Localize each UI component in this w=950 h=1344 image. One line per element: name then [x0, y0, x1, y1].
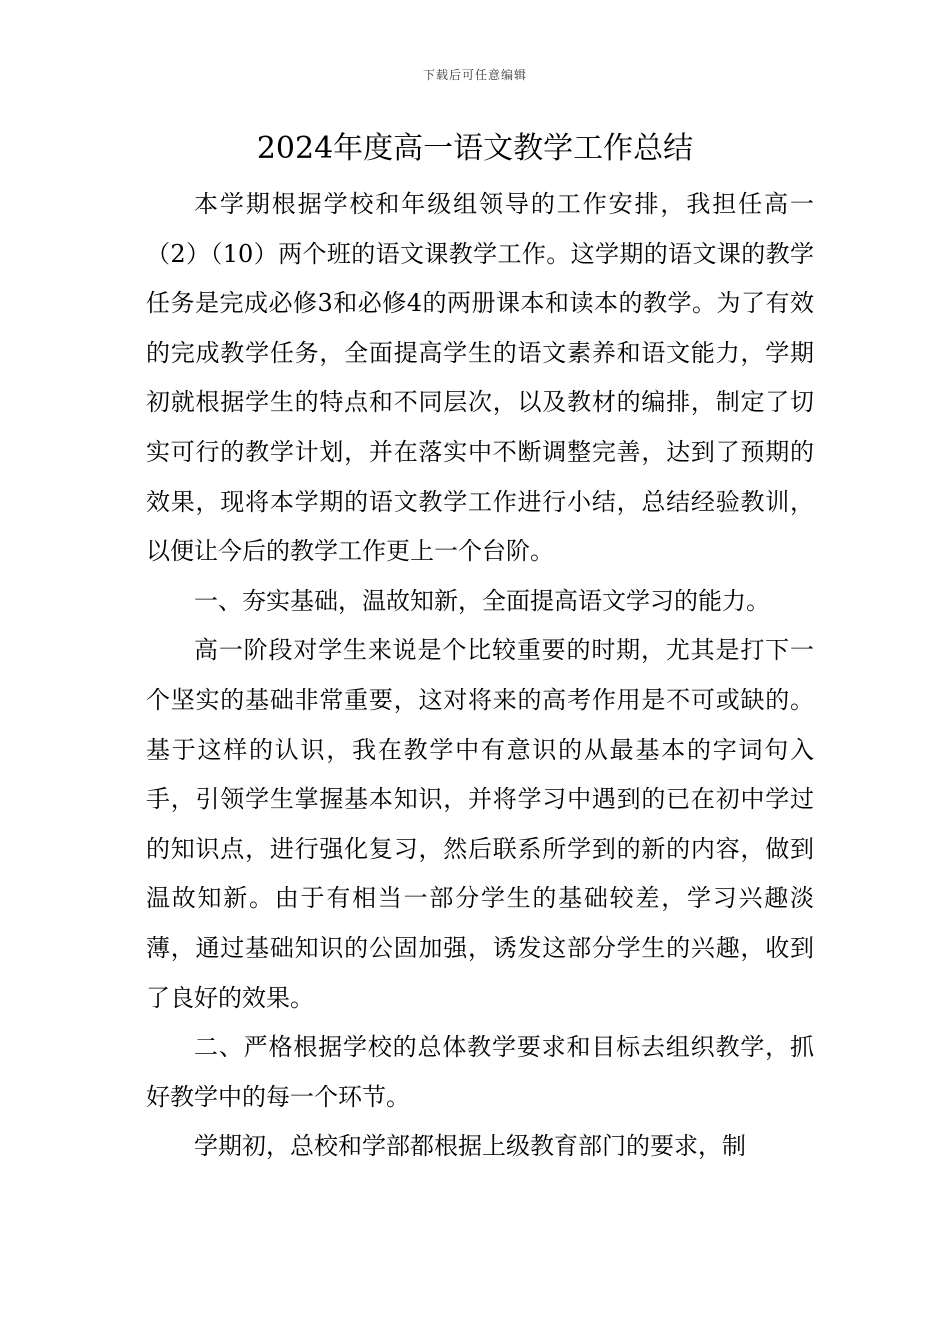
document-body	[146, 180, 814, 1172]
paragraph-section-2: 学期初，总校和学部都根据上级教育部门的要求，制	[194, 1132, 746, 1161]
paragraph-section-1: 高一阶段对学生来说是个比较重要的时期，尤其是打下一个坚实的基础非常重要，这对将来的高考作用是不可或缺的。基于这样的认识，我在教学中有意识的从最基本的字词句入手，引领学生掌握基本知识，并将学习中遇到的已在初中学过的知识点，进行强化复习，然后联系所学到的新的内容，做到温故知新。由于有相当一部分学生的基础较差，学习兴趣淡薄，通过基础知识的公固加强，诱发这部分学生的兴趣，收到了良好的效果。	[146, 636, 814, 1012]
document-title: 2024年度高一语文教学工作总结	[256, 131, 694, 166]
section-heading-2: 二、严格根据学校的总体教学要求和目标去组织教学，抓好教学中的每一个环节。	[146, 1033, 814, 1111]
header-note: 下载后可任意编辑	[422, 68, 527, 82]
section-heading-1: 一、夯实基础，温故知新，全面提高语文学习的能力。	[194, 586, 770, 615]
paragraph-intro: 本学期根据学校和年级组领导的工作安排，我担任高一（2）（10）两个班的语文课教学工作。这学期的语文课的教学任务是完成必修3和必修4的两册课本和读本的教学。为了有效的完成教学任务，全面提高学生的语文素养和语文能力，学期初就根据学生的特点和不同层次，以及教材的编排，制定了切实可行的教学计划，并在落实中不断调整完善，达到了预期的效果，现将本学期的语文教学工作进行小结，总结经验教训，以便让今后的教学工作更上一个台阶。	[146, 190, 814, 566]
